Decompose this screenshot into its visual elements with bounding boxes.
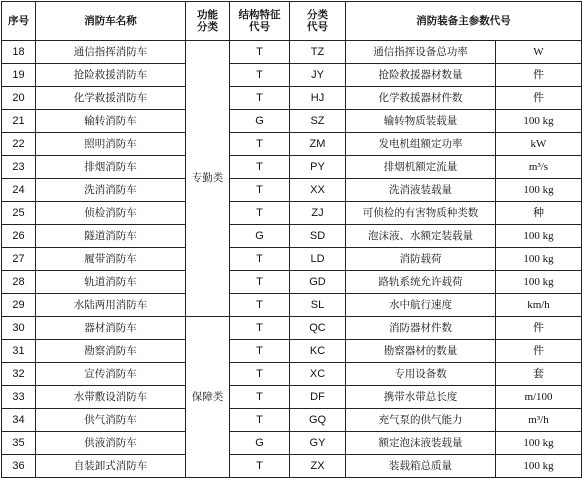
cell-class-code: HJ (290, 87, 346, 110)
cell-structure-code: T (230, 317, 290, 340)
cell-class-code: DF (290, 386, 346, 409)
cell-unit: m³/s (496, 156, 582, 179)
cell-class-code: PY (290, 156, 346, 179)
cell-unit: 种 (496, 202, 582, 225)
cell-parameter: 通信指挥设备总功率 (346, 41, 496, 64)
cell-parameter: 额定泡沫液装载量 (346, 432, 496, 455)
header-class-code-line-2: 代号 (307, 21, 328, 33)
cell-function-group: 保障类 (186, 317, 230, 478)
cell-unit: 件 (496, 87, 582, 110)
cell-no: 18 (2, 41, 36, 64)
cell-structure-code: G (230, 225, 290, 248)
table-body (2, 41, 582, 478)
cell-parameter: 输转物质装载量 (346, 110, 496, 133)
cell-unit: 100 kg (496, 179, 582, 202)
cell-unit: 件 (496, 317, 582, 340)
table-row (2, 386, 582, 409)
header-main-parameter: 消防装备主参数代号 (346, 2, 582, 41)
cell-structure-code: T (230, 202, 290, 225)
table-row (2, 409, 582, 432)
table-row (2, 455, 582, 478)
table-row (2, 340, 582, 363)
cell-parameter: 携带水带总长度 (346, 386, 496, 409)
cell-name: 洗消消防车 (36, 179, 186, 202)
cell-unit: m³/h (496, 409, 582, 432)
table-row (2, 133, 582, 156)
cell-structure-code: T (230, 386, 290, 409)
cell-parameter: 洗消液装载量 (346, 179, 496, 202)
cell-parameter: 专用设备数 (346, 363, 496, 386)
cell-name: 履带消防车 (36, 248, 186, 271)
header-name: 消防车名称 (36, 2, 186, 41)
cell-parameter: 抢险救援器材数量 (346, 64, 496, 87)
cell-parameter: 水中航行速度 (346, 294, 496, 317)
cell-structure-code: T (230, 133, 290, 156)
cell-name: 供气消防车 (36, 409, 186, 432)
cell-class-code: SD (290, 225, 346, 248)
cell-name: 供液消防车 (36, 432, 186, 455)
cell-class-code: SL (290, 294, 346, 317)
cell-parameter: 泡沫液、水额定装载量 (346, 225, 496, 248)
cell-name: 排烟消防车 (36, 156, 186, 179)
cell-structure-code: G (230, 110, 290, 133)
cell-class-code: ZM (290, 133, 346, 156)
cell-structure-code: T (230, 409, 290, 432)
cell-parameter: 勘察器材的数量 (346, 340, 496, 363)
cell-unit: kW (496, 133, 582, 156)
cell-parameter: 路轨系统允许载荷 (346, 271, 496, 294)
cell-parameter: 可侦检的有害物质种类数 (346, 202, 496, 225)
cell-structure-code: T (230, 87, 290, 110)
table-row (2, 432, 582, 455)
cell-parameter: 排烟机额定流量 (346, 156, 496, 179)
table-row (2, 179, 582, 202)
cell-name: 水陆两用消防车 (36, 294, 186, 317)
cell-name: 勘察消防车 (36, 340, 186, 363)
cell-parameter: 装载箱总质量 (346, 455, 496, 478)
table-row (2, 156, 582, 179)
header-function-line-2: 分类 (197, 21, 218, 33)
cell-parameter: 充气泵的供气能力 (346, 409, 496, 432)
cell-class-code: ZJ (290, 202, 346, 225)
cell-structure-code: T (230, 340, 290, 363)
cell-name: 轨道消防车 (36, 271, 186, 294)
cell-no: 30 (2, 317, 36, 340)
cell-unit: 件 (496, 64, 582, 87)
table-row (2, 294, 582, 317)
cell-no: 33 (2, 386, 36, 409)
cell-no: 35 (2, 432, 36, 455)
table-row (2, 363, 582, 386)
cell-name: 自装卸式消防车 (36, 455, 186, 478)
header-no: 序号 (2, 2, 36, 41)
cell-no: 24 (2, 179, 36, 202)
cell-class-code: GD (290, 271, 346, 294)
cell-parameter: 消防器材件数 (346, 317, 496, 340)
cell-structure-code: T (230, 271, 290, 294)
cell-structure-code: T (230, 41, 290, 64)
cell-structure-code: T (230, 179, 290, 202)
cell-unit: 100 kg (496, 455, 582, 478)
header-structure-code-line-2: 代号 (249, 21, 270, 33)
cell-unit: 100 kg (496, 225, 582, 248)
cell-structure-code: G (230, 432, 290, 455)
cell-no: 26 (2, 225, 36, 248)
cell-name: 照明消防车 (36, 133, 186, 156)
cell-name: 化学救援消防车 (36, 87, 186, 110)
header-class-code-line-1: 分类 (307, 8, 328, 21)
cell-class-code: GQ (290, 409, 346, 432)
header-function-line-1: 功能 (197, 8, 218, 21)
cell-structure-code: T (230, 156, 290, 179)
header-row (2, 2, 582, 41)
cell-class-code: TZ (290, 41, 346, 64)
cell-no: 31 (2, 340, 36, 363)
cell-unit: 100 kg (496, 248, 582, 271)
cell-class-code: XX (290, 179, 346, 202)
header-structure-code (230, 2, 290, 41)
cell-class-code: LD (290, 248, 346, 271)
cell-class-code: XC (290, 363, 346, 386)
cell-unit: m/100 (496, 386, 582, 409)
table-row (2, 87, 582, 110)
cell-no: 20 (2, 87, 36, 110)
cell-structure-code: T (230, 64, 290, 87)
fire-truck-parameter-table (1, 1, 582, 478)
table-row (2, 202, 582, 225)
cell-parameter: 消防载荷 (346, 248, 496, 271)
cell-class-code: JY (290, 64, 346, 87)
cell-class-code: SZ (290, 110, 346, 133)
cell-name: 通信指挥消防车 (36, 41, 186, 64)
header-structure-code-line-1: 结构特征 (238, 8, 281, 21)
cell-name: 器材消防车 (36, 317, 186, 340)
table-row (2, 64, 582, 87)
cell-unit: km/h (496, 294, 582, 317)
cell-name: 侦检消防车 (36, 202, 186, 225)
cell-structure-code: T (230, 363, 290, 386)
cell-class-code: QC (290, 317, 346, 340)
cell-no: 32 (2, 363, 36, 386)
cell-class-code: GY (290, 432, 346, 455)
table-row (2, 110, 582, 133)
table-row (2, 271, 582, 294)
cell-no: 27 (2, 248, 36, 271)
cell-unit: W (496, 41, 582, 64)
cell-unit: 件 (496, 340, 582, 363)
cell-unit: 100 kg (496, 271, 582, 294)
header-class-code (290, 2, 346, 41)
cell-class-code: KC (290, 340, 346, 363)
cell-parameter: 化学救援器材件数 (346, 87, 496, 110)
cell-unit: 100 kg (496, 432, 582, 455)
cell-no: 28 (2, 271, 36, 294)
cell-no: 22 (2, 133, 36, 156)
cell-function-group: 专勤类 (186, 41, 230, 317)
cell-parameter: 发电机组额定功率 (346, 133, 496, 156)
table-row (2, 225, 582, 248)
cell-no: 21 (2, 110, 36, 133)
cell-no: 25 (2, 202, 36, 225)
cell-structure-code: T (230, 455, 290, 478)
cell-unit: 100 kg (496, 110, 582, 133)
cell-no: 34 (2, 409, 36, 432)
cell-class-code: ZX (290, 455, 346, 478)
cell-name: 隧道消防车 (36, 225, 186, 248)
table-row (2, 248, 582, 271)
cell-no: 19 (2, 64, 36, 87)
header-function (186, 2, 230, 41)
cell-structure-code: T (230, 294, 290, 317)
cell-no: 29 (2, 294, 36, 317)
cell-unit: 套 (496, 363, 582, 386)
cell-structure-code: T (230, 248, 290, 271)
cell-name: 宣传消防车 (36, 363, 186, 386)
cell-name: 输转消防车 (36, 110, 186, 133)
table-row (2, 317, 582, 340)
cell-name: 水带敷设消防车 (36, 386, 186, 409)
table-row (2, 41, 582, 64)
cell-name: 抢险救援消防车 (36, 64, 186, 87)
cell-no: 23 (2, 156, 36, 179)
cell-no: 36 (2, 455, 36, 478)
